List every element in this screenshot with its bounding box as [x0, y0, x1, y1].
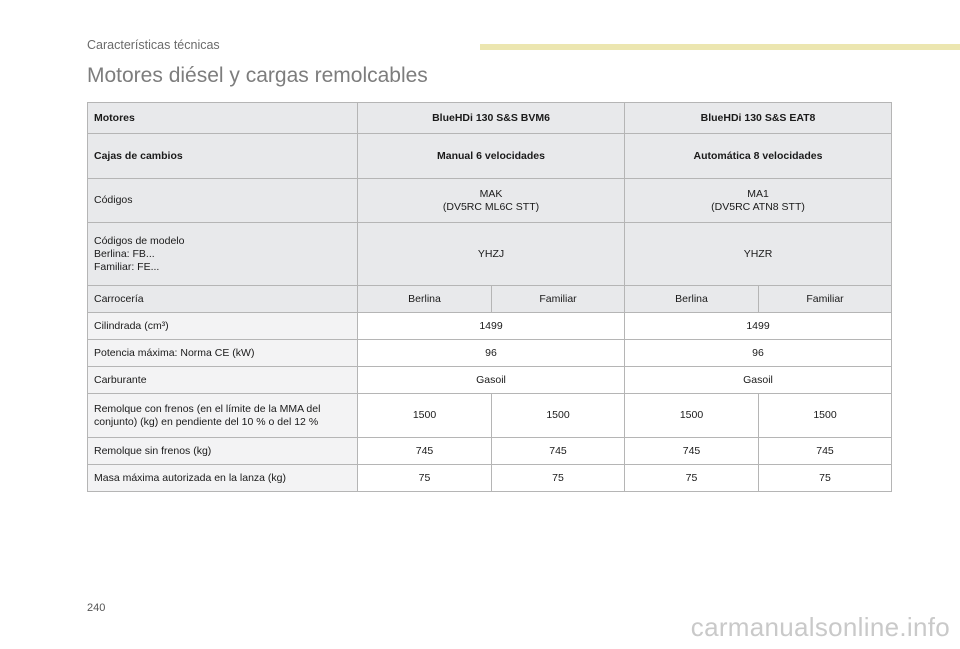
table-row-displacement: [88, 313, 892, 340]
table-cell: YHZR: [625, 223, 892, 286]
engine-2-header: BlueHDi 130 S&S EAT8: [625, 103, 892, 134]
table-cell: MA1 (DV5RC ATN8 STT): [625, 179, 892, 223]
row-label: Carburante: [88, 367, 358, 394]
row-label: Cajas de cambios: [88, 134, 358, 179]
table-cell: 1500: [492, 394, 625, 438]
table-cell: Berlina: [625, 286, 759, 313]
engine-1-header: BlueHDi 130 S&S BVM6: [358, 103, 625, 134]
table-cell: Familiar: [492, 286, 625, 313]
table-cell: Berlina: [358, 286, 492, 313]
gearbox-2-header: Automática 8 velocidades: [625, 134, 892, 179]
table-cell: 745: [492, 438, 625, 465]
page-title: Motores diésel y cargas remolcables: [87, 64, 428, 87]
table-cell: 745: [759, 438, 892, 465]
table-row-engines: [88, 103, 892, 134]
table-cell: MAK (DV5RC ML6C STT): [358, 179, 625, 223]
table-cell: Gasoil: [625, 367, 892, 394]
page-number: 240: [87, 602, 106, 614]
table-cell: Gasoil: [358, 367, 625, 394]
table-row-braked-trailer: [88, 394, 892, 438]
table-row-unbraked-trailer: [88, 438, 892, 465]
table-cell: 96: [358, 340, 625, 367]
table-cell: 1499: [358, 313, 625, 340]
row-label: Remolque sin frenos (kg): [88, 438, 358, 465]
table-cell: 75: [492, 465, 625, 492]
row-label: Códigos de modelo Berlina: FB... Familiar: FE...: [88, 223, 358, 286]
row-label: Remolque con frenos (en el límite de la MMA del conjunto) (kg) en pendiente del 10 % o del 12 %: [88, 394, 358, 438]
table-cell: 1500: [625, 394, 759, 438]
table-row-nose-weight: [88, 465, 892, 492]
row-label: Cilindrada (cm³): [88, 313, 358, 340]
table-cell: Familiar: [759, 286, 892, 313]
table-cell: 745: [358, 438, 492, 465]
watermark-text: carmanualsonline.info: [690, 612, 950, 642]
row-label: Carrocería: [88, 286, 358, 313]
table-cell: 96: [625, 340, 892, 367]
section-label: Características técnicas: [87, 38, 220, 52]
table-row-model-codes: [88, 223, 892, 286]
engine-spec-table: [87, 102, 892, 492]
row-label: Códigos: [88, 179, 358, 223]
row-label: Motores: [88, 103, 358, 134]
row-label: Potencia máxima: Norma CE (kW): [88, 340, 358, 367]
table-row-fuel: [88, 367, 892, 394]
table-cell: 75: [625, 465, 759, 492]
table-cell: 75: [358, 465, 492, 492]
table-cell: YHZJ: [358, 223, 625, 286]
table-row-power: [88, 340, 892, 367]
gearbox-1-header: Manual 6 velocidades: [358, 134, 625, 179]
table-cell: 1500: [759, 394, 892, 438]
row-label: Masa máxima autorizada en la lanza (kg): [88, 465, 358, 492]
table-cell: 1499: [625, 313, 892, 340]
table-cell: 745: [625, 438, 759, 465]
table-row-body: [88, 286, 892, 313]
table-row-gearboxes: [88, 134, 892, 179]
table-cell: 1500: [358, 394, 492, 438]
table-row-codes: [88, 179, 892, 223]
table-cell: 75: [759, 465, 892, 492]
header-accent-bar: [480, 44, 960, 50]
